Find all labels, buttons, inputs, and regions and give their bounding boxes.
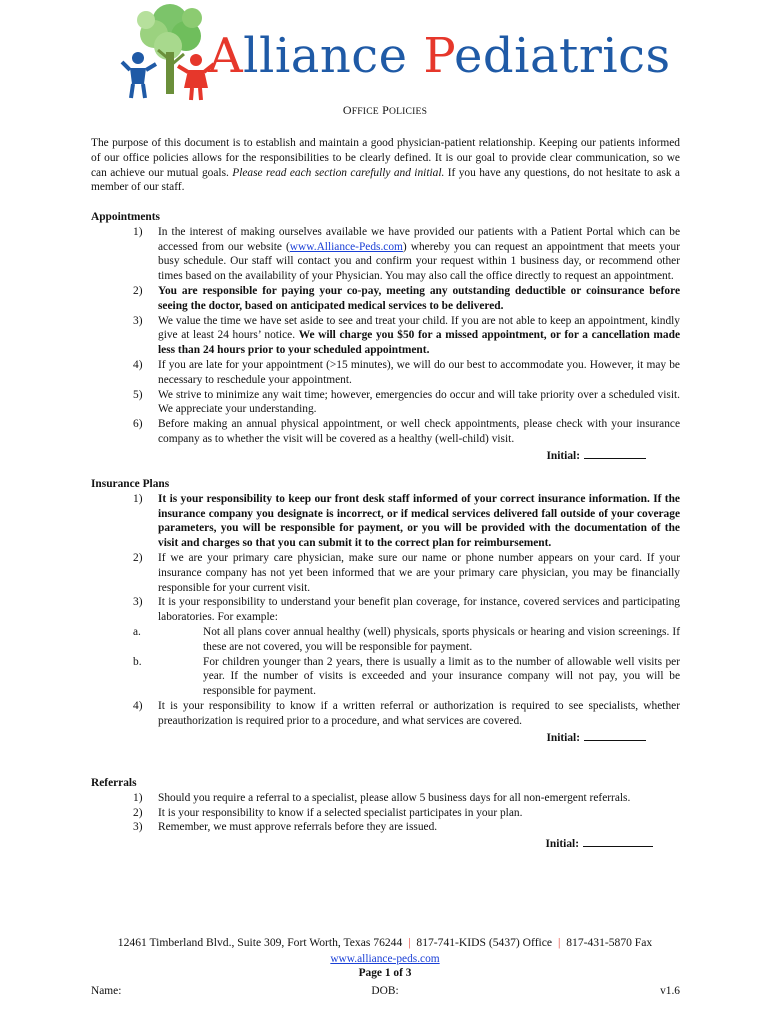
list-item: 1) In the interest of making ourselves available we have provided our patients with a Patient Portal which can be accessed from our website (www.Alliance-Peds.com) whereby you can request an appointment that meets your busy schedule. Our staff will contact you and confirm your request within 1 business day, or recommend other times based on the availability of your Physician. You may also call the office directly to request an appointment. <box>133 225 680 283</box>
tree-children-logo-icon <box>118 0 218 104</box>
section-heading: Insurance Plans <box>91 478 170 490</box>
alliance-pediatrics-logo <box>118 0 671 104</box>
list-item: 1) Should you require a referral to a specialist, please allow 5 business days for all non-emergent referrals. <box>133 791 631 804</box>
website-link[interactable]: www.Alliance-Peds.com <box>289 240 403 253</box>
list-item: 6) Before making an annual physical appointment, or well check appointments, please check with your insurance company as to whether the visit will be covered as a healthy (well-child) visit. <box>133 418 680 445</box>
logo-letter: P <box>423 28 454 84</box>
initial-field[interactable]: Initial: <box>91 447 680 464</box>
footer-address: 12461 Timberland Blvd., Suite 309, Fort Worth, Texas 76244 | 817-741-KIDS (5437) Office | 817-431-5870 Fax <box>117 936 653 949</box>
version-label: v1.6 <box>660 985 680 997</box>
insurance-section <box>91 477 680 745</box>
logo-letter: A <box>208 28 244 84</box>
section-heading: Referrals <box>91 777 137 789</box>
list-item: 3) We value the time we have set aside to see and treat your child. If you are not able to keep an appointment, kindly give at least 24 hours’ notice. We will charge you $50 for a missed appointment, or for a cancellation made less than 24 hours prior to your scheduled appointment. <box>133 314 680 357</box>
list-item: 3) Remember, we must approve referrals before they are issued. <box>133 821 438 834</box>
initial-line[interactable] <box>584 729 646 741</box>
initial-line[interactable] <box>584 447 646 459</box>
name-label: Name: <box>91 985 122 997</box>
page-number: Page 1 of 3 <box>358 967 412 979</box>
footer-website-link[interactable]: www.alliance-peds.com <box>330 953 440 965</box>
logo-text-part: lliance <box>243 28 408 84</box>
intro-paragraph: The purpose of this document is to establish and maintain a good physician-patient relationship. Keeping our patients informed of our office policies allows for the responsibilities to be clearly defined. It is our goal to provide clear communication, so we can achieve our mutual goals. Please read each section carefully and initial. If you have any questions, do not hesitate to ask a member of our staff. <box>91 137 680 194</box>
sub-list-item: a. Not all plans cover annual healthy (well) physicals, sports physicals or hearing and vision screenings. If these are not covered, you will be responsible for payment. <box>133 625 680 653</box>
initial-field[interactable]: Initial: <box>91 729 680 746</box>
initial-field[interactable]: Initial: <box>91 835 680 852</box>
list-item: 2) You are responsible for paying your co-pay, meeting any outstanding deductible or coinsurance before seeing the doctor, based on anticipated medical services to be delivered. <box>133 284 680 312</box>
list-item: 5) We strive to minimize any wait time; however, emergencies do occur and will take priority over a scheduled visit. We appreciate your understanding. <box>133 388 680 416</box>
list-item: 2) It is your responsibility to know if a selected specialist participates in your plan. <box>133 806 523 819</box>
intro-emphasis: Please read each section carefully and initial. <box>232 166 445 179</box>
dob-label: DOB: <box>371 985 399 997</box>
sub-list-item: b. For children younger than 2 years, there is usually a limit as to the number of allowable well visits per year. If the number of visits is exceeded and your insurance company will not pay, you will be responsible for payment. <box>133 655 680 698</box>
page-title: OFFICE POLICIES <box>342 103 428 117</box>
logo-text-part: ediatrics <box>453 28 671 84</box>
referrals-section <box>91 776 680 852</box>
list-item: 3) It is your responsibility to understand your benefit plan coverage, for instance, covered services and participating laboratories. For example: a. Not all plans cover annual healthy (well) physicals, sports physicals or hearing and vision screenings. If these are not covered, you will be responsible for payment. b. For children younger than 2 years, there is usually a limit as to the number of allowable well visits per year. If the number of visits is exceeded and your insurance company will not pay, you will be responsible for payment. <box>91 595 680 699</box>
initial-line[interactable] <box>583 835 653 847</box>
logo-wordmark <box>208 28 671 84</box>
list-item: 4) If you are late for your appointment (>15 minutes), we will do our best to accommodate you. However, it may be necessary to reschedule your appointment. <box>133 358 680 386</box>
list-item: 1) It is your responsibility to keep our front desk staff informed of your correct insurance information. If the insurance company you designate is incorrect, or if medical services delivered fall outside of your coverage parameters, you will be responsible for payment, or you will be provided with the documentation of the visit and charges so that you can submit it to the correct plan for reimbursement. <box>133 492 680 550</box>
section-heading: Appointments <box>91 211 160 223</box>
list-item: 4) It is your responsibility to know if a written referral or authorization is required to see specialists, whether preauthorization is required prior to a procedure, and what services are covered. <box>133 699 680 727</box>
list-item: 2) If we are your primary care physician, make sure our name or phone number appears on your card. If your insurance company has not yet been informed that we are your primary care physician, you may be financially responsible for your current visit. <box>133 551 680 594</box>
appointments-section <box>91 210 680 464</box>
